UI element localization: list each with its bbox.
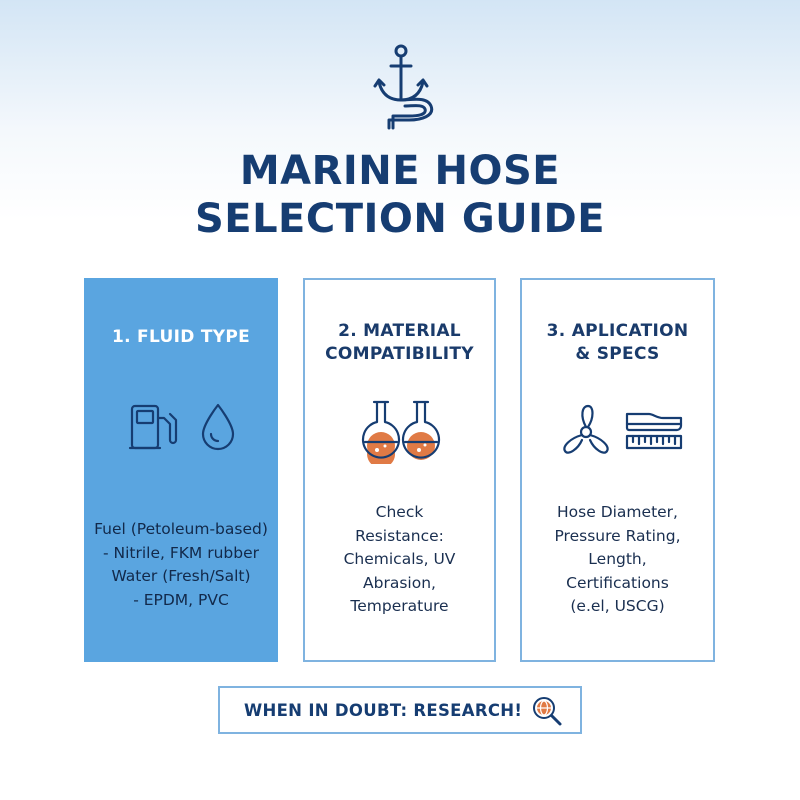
card-fluid-type — [84, 278, 278, 662]
hose-ruler-icon — [624, 402, 684, 458]
page-title-line1: MARINE HOSE — [239, 148, 561, 194]
card-icons — [522, 392, 713, 462]
card-material-compatibility — [303, 278, 496, 662]
flasks-icon — [359, 398, 443, 464]
card-body: Fuel (Petoleum-based) - Nitrile, FKM rubber Water (Fresh/Salt) - EPDM, PVC — [94, 520, 268, 609]
propeller-icon — [558, 402, 614, 458]
card-body: Check Resistance: Chemicals, UV Abrasion, Temperature — [343, 503, 456, 615]
globe-magnifier-icon — [531, 695, 563, 727]
card-title: 2. MATERIAL COMPATIBILITY — [325, 321, 474, 364]
research-banner — [218, 686, 582, 734]
card-body: Hose Diameter, Pressure Rating, Length, Certifications (e.el, USCG) — [554, 503, 681, 615]
water-drop-icon — [198, 402, 238, 454]
fuel-pump-icon — [128, 400, 184, 456]
card-application-specs — [520, 278, 715, 662]
card-icons — [305, 392, 494, 462]
page-title-line2: SELECTION GUIDE — [194, 196, 606, 242]
card-title: 1. FLUID TYPE — [111, 327, 251, 347]
card-icons — [86, 392, 276, 462]
card-title: 3. APLICATION & SPECS — [546, 321, 689, 364]
banner-text: WHEN IN DOUBT: RESEARCH! — [244, 701, 523, 720]
anchor-hose-icon — [367, 42, 439, 132]
